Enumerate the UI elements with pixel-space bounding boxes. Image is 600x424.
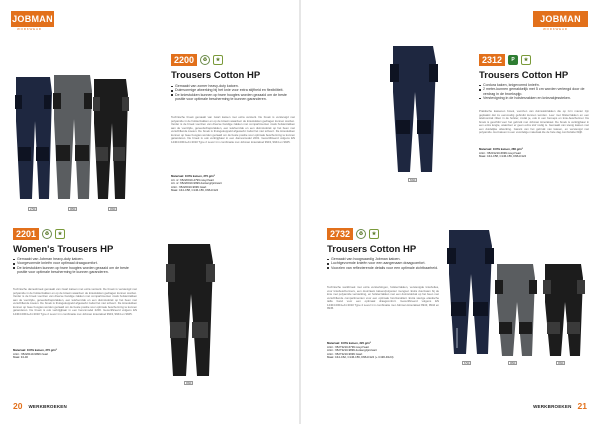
spec-line: Maat: 34-46 <box>13 355 28 360</box>
spec-line: Artnr.: 65220110-9999 zwart <box>13 351 49 356</box>
trousers-2732-group <box>447 228 589 360</box>
p-icon: P <box>508 55 518 65</box>
color-tag: 9999 <box>558 362 564 365</box>
product-title: Trousers Cotton HP <box>171 70 261 81</box>
feature-item: Verstevigning in de holsterzakken en kniezakjessteken. <box>479 96 589 100</box>
color-tag: 6799 <box>464 362 470 365</box>
spec-line: Artnr.: 65220010-9999 zwart <box>171 184 207 189</box>
feature-list <box>171 84 295 102</box>
eu-icon: ★ <box>55 229 65 239</box>
page-gutter <box>299 0 301 424</box>
brand-logo-left: JOBMAN <box>11 11 54 27</box>
brand-tagline-right: WORKWEAR <box>543 27 568 31</box>
feature-list <box>479 83 589 101</box>
trousers-black <box>543 264 585 356</box>
trousers-2312-navy <box>387 42 441 176</box>
product-number: 2312 <box>479 54 505 66</box>
spec-line: Artnr.: 65273210-6799 navy/zwart <box>327 344 369 349</box>
trousers-2201-black <box>162 240 218 380</box>
spec-line: Maat: C44-C62, C146-156, D96-D124 (+ C196-D124) <box>327 355 394 360</box>
color-tag: 6999 <box>410 179 416 182</box>
feature-item: Gemaakt van hoogwaardig Jobman katoen. <box>327 257 439 261</box>
feature-list <box>327 257 439 270</box>
trousers-black <box>93 79 129 199</box>
spec-line: Artnr.: 65273210-9899 donkergrijs/zwart <box>327 348 377 353</box>
eu-icon: ★ <box>213 55 223 65</box>
product-header-2732 <box>327 228 379 240</box>
spec-line: Materiaal: 100% katoen, 280 g/m² <box>479 147 523 151</box>
product-title: Women's Trousers HP <box>13 244 114 255</box>
spec-line: Materiaal: 100% katoen, 370 g/m² <box>13 348 57 352</box>
color-tag: 9899 <box>510 362 516 365</box>
footer-right <box>533 401 587 411</box>
brand-tagline-left: WORKWEAR <box>17 27 42 31</box>
product-header-2201 <box>13 228 65 240</box>
feature-item: Duimvormige afwerking bij het knie voor extra stijfheid en flexibiliteit. <box>171 88 295 92</box>
feature-item: Luchtgevormde knieën voor een aangenaam draagcomfort. <box>327 261 439 265</box>
trousers-grey <box>53 75 92 199</box>
feature-item: Voorgevormde knieën voor optimaal draagcomfort. <box>13 261 137 265</box>
eu-icon: ★ <box>521 55 531 65</box>
spec-line: Maat: C44-C58, C146-156, D96-D124 <box>171 188 219 193</box>
feature-item: 2 meter-kunnen gemakkelijk met 5 cm worden verlengd door de verdrag in de broekspijp. <box>479 87 589 96</box>
color-tag: 9999 <box>186 382 192 385</box>
feature-list <box>13 257 137 275</box>
oeko-icon: ♻ <box>356 229 366 239</box>
section-label: WERKBROEKEN <box>533 403 572 409</box>
oeko-icon: ♻ <box>200 55 210 65</box>
color-tag: 9999 <box>110 208 116 211</box>
spec-line: Art. nr: 65220010-4799 navy/zwart <box>171 177 214 182</box>
product-description: Technische broek gemaakt van zwart katoen met extra versterk. De broek is verstevigd met polyamide in de holsterzakken en op de knieën waardoor de kniestukken gedragen kunnen worden. Verder is de broek voorzien van diverse handige zakken met compartimenten zoals holsterzakken aan de voorzijde, gereedschapszakken, een telefoonzak en een duimstokzak op het been met verschillende koeien. De broek is thuisgekoppeld afgewerkt zodat het niet scheurt. De kniestukken kunnen op twee hoogtes worden gezaaid om de beste positie voor optimale bescherming te kunnen garanderen. De broek is ook verkrijgbaar in een damesmodel 2201. Gecertificeerd volgens EN 14404:2004+A1:2010 Type 2 Level 1 in combinatie met Jobman kniezaksel 9943, 9944 en 9945. <box>171 116 295 144</box>
product-description: Technische damesbroek gemaakt van zwart katoen met extra versterk. De broek is verstevigd met polyamide in de holsterzakken en op de knieën waardoor de kniestukken gedragen kunnen worden. Verder is de broek voorzien van diverse handige zakken met compartimenten zoals holsterzakken aan de voorzijde, gereedschapszakken, een telefoonzak en een duimstokzak op het been met verschillende koeien. De broek is thuisgekoppeld afgewerkt zodat het niet scheurt. De kniestukken kunnen op twee hoogtes worden gezaaid om de beste positie voor optimale bescherming te kunnen garanderen. De broek is ook verkrijgbaar in een herenmodel 2200. Gecertificeerd volgens EN 14404:2004+A1:2010 Type 2 Level 1 in combinatie met Jobman kniezaksel 9943, 9944 en 9945. <box>13 288 137 316</box>
product-specs <box>479 148 589 159</box>
brand-logo-right: JOBMAN <box>533 11 588 27</box>
product-description: Praktische katoenen broek, voorzien van duimstokzakken die op zo'n manier zijn geplaatst dat ze eenvoudig gebruikt kunnen worden. Leer met blisterzakken en een telefoonzak zitten in de holster, zodat je, ook in een beroeps en knie-beschermer. De broek is geschikt voor het gebruik met Jobman kniezaksel. De broek is verkrijgbaar in een extra lengte, waardoor er geen extra stof nodig is. Gemaakt van stevig katoen met een duidelijke afwerking. Garant van het gebruik van katoen, en verstevigd met polyamide. Het katoen is een voordelige materiaal die de hele dag comfortabel blijft. <box>479 110 589 134</box>
trousers-navy <box>15 77 52 199</box>
feature-item: Gemaakt van Jobman heavy-duty katoen. <box>13 257 137 261</box>
spec-line: Artnr.: 65273210-9999 zwart <box>327 351 363 356</box>
spec-line: Art. nr: 65220010-9999 donkergrijs/zwart <box>171 181 222 186</box>
trousers-2200-group <box>12 73 132 205</box>
spec-line: Materiaal: 100% katoen, 370 g/m² <box>171 174 215 178</box>
spec-line: Materiaal: 100% katoen, 320 g/m² <box>327 341 371 345</box>
product-number: 2732 <box>327 228 353 240</box>
trousers-grey <box>495 264 537 356</box>
product-number: 2200 <box>171 54 197 66</box>
feature-item: De kniestukken kunnen op twee hoogtes worden gezaaid om de beste positie voor optimale bescherming te kunnen garanderen. <box>13 266 137 275</box>
product-title: Trousers Cotton HP <box>479 70 569 81</box>
product-title: Trousers Cotton HP <box>327 244 417 255</box>
product-header-2200 <box>171 54 223 66</box>
color-tag: 9899 <box>70 208 76 211</box>
page-number: 20 <box>13 401 23 411</box>
product-specs <box>327 342 439 360</box>
trousers-navy <box>447 230 494 354</box>
page-number: 21 <box>577 401 587 411</box>
color-tag: 2799 <box>30 208 36 211</box>
product-specs <box>171 175 295 193</box>
product-specs <box>13 349 137 360</box>
spec-line: Maat: C44-C58, C146-156, D96-D124 <box>479 154 527 159</box>
feature-item: Gemaakt van zomer heavy-duty katoen. <box>171 84 295 88</box>
eu-icon: ★ <box>369 229 379 239</box>
feature-item: De kniestukken kunnen op twee hoogtes worden gezaaid om de beste positie voor optimale bescherming te kunnen garanderen. <box>171 93 295 102</box>
spec-line: Artnr.: 65231210-6999 navy/zwart <box>479 150 521 155</box>
footer-left <box>13 401 67 411</box>
feature-item: Voorzien van reflecterende details voor een optimale zichtbaarheid. <box>327 266 439 270</box>
section-label: WERKBROEKEN <box>28 403 67 409</box>
product-description: Technische werkbroek met extra versterkingen, holsterzakken, verstevigde knieholtes, voor kniebeschermers, een duurzaam katoen/polyester mengsel. Extra duurzaam bij de knie met polyamide versterking, en holsterzakken met een duimstokzak op het been met verschillende compartimenten voor een optimale functionaliteit. Extra stevige elastische taille band voor een optimaal draagcomfort. Gecertificeerd volgens EN 14404:2004+A1:2010 Type 2 Level 1 in combinatie met Jobman kniezaksel 9943, 9944 en 9945. <box>327 286 439 310</box>
oeko-icon: ♻ <box>42 229 52 239</box>
product-number: 2201 <box>13 228 39 240</box>
feature-item: Cordura kaken, knigevormd knieën. <box>479 83 589 87</box>
product-header-2312 <box>479 54 531 66</box>
